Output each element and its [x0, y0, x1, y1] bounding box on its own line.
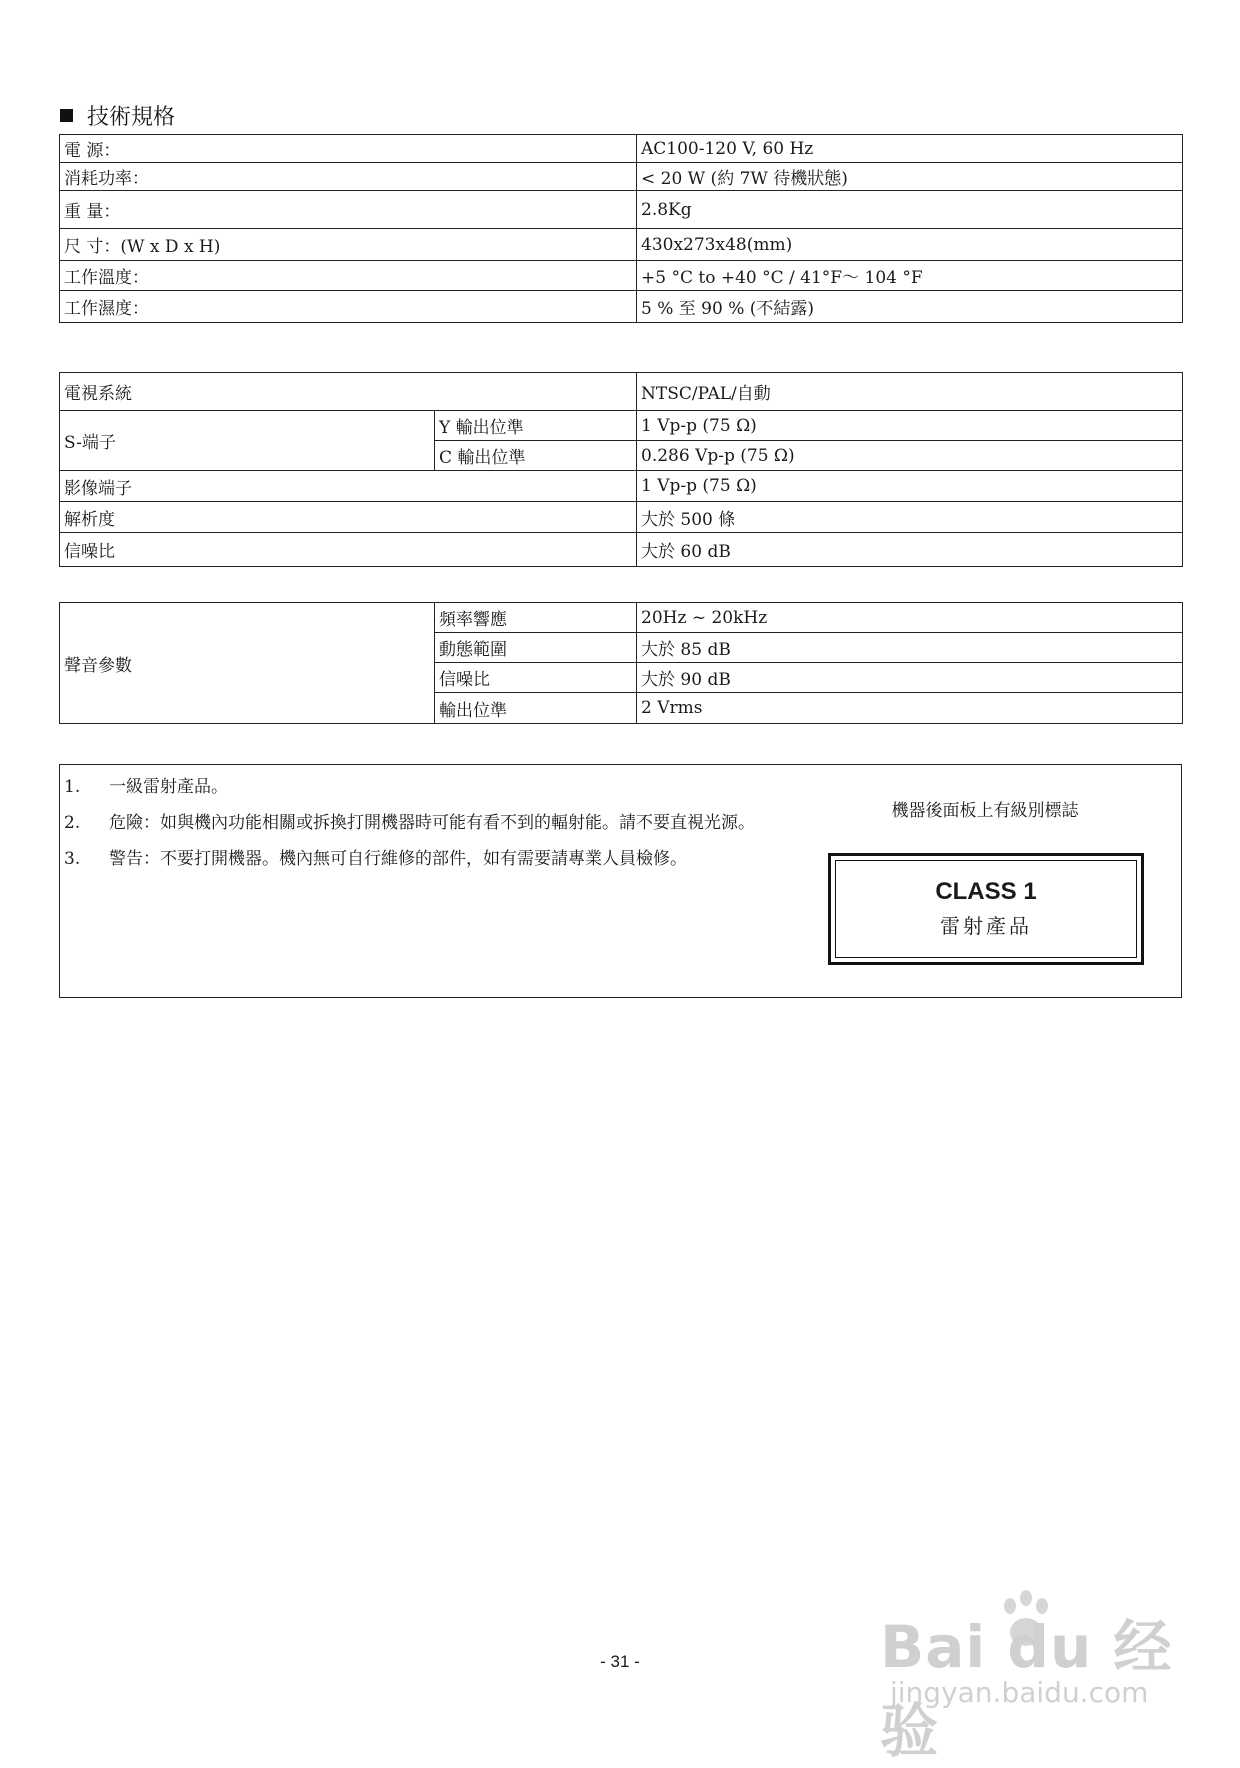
spec-label: 電視系統 [60, 373, 637, 411]
audio-spec-table [59, 602, 1183, 724]
spec-value: 20Hz ~ 20kHz [637, 603, 1183, 633]
table-row [60, 411, 1183, 441]
note-text: 警告：不要打開機器。機內無可自行維修的部件，如有需要請專業人員檢修。 [109, 849, 687, 869]
spec-label: 信噪比 [60, 533, 637, 567]
spec-value: +5 °C to +40 °C / 41°F～ 104 °F [637, 261, 1183, 291]
spec-value: NTSC/PAL/自動 [637, 373, 1183, 411]
note-number: 2. [64, 813, 81, 833]
spec-value: 1 Vp-p (75 Ω) [637, 471, 1183, 502]
table-row [60, 373, 1183, 411]
note-number: 3. [64, 849, 81, 869]
note-text: 危險：如與機內功能相關或拆換打開機器時可能有看不到的輻射能。請不要直視光源。 [109, 813, 755, 833]
spec-value: AC100-120 V, 60 Hz [637, 135, 1183, 163]
laser-label-title: 機器後面板上有級別標誌 [891, 801, 1079, 821]
table-row [60, 603, 1183, 633]
spec-label: 聲音參數 [60, 603, 435, 724]
spec-value: < 20 W (約 7W 待機狀態) [637, 163, 1183, 191]
laser-product-text: 雷射產品 [940, 914, 1032, 938]
spec-label: 工作溫度： [60, 261, 637, 291]
spec-value: 430x273x48(mm) [637, 229, 1183, 261]
table-row [60, 229, 1183, 261]
spec-sublabel: C 輸出位準 [435, 441, 637, 471]
spec-label: 工作濕度： [60, 291, 637, 323]
list-item [64, 769, 824, 805]
laser-class-label [828, 853, 1144, 965]
note-text: 一級雷射產品。 [109, 777, 228, 797]
spec-sublabel: 頻率響應 [435, 603, 637, 633]
spec-value: 大於 500 條 [637, 502, 1183, 533]
baidu-watermark [880, 1590, 1180, 1765]
table-row [60, 261, 1183, 291]
watermark-brand: Bai du 经验 [880, 1613, 1173, 1765]
page-number: - 31 - [600, 1652, 640, 1671]
spec-label: 解析度 [60, 502, 637, 533]
spec-value: 2 Vrms [637, 693, 1183, 724]
spec-sublabel: 輸出位準 [435, 693, 637, 724]
laser-class-text: CLASS 1 [935, 878, 1037, 905]
spec-value: 大於 85 dB [637, 633, 1183, 663]
table-row [60, 533, 1183, 567]
list-item [64, 805, 824, 841]
spec-value: 大於 90 dB [637, 663, 1183, 693]
list-item [64, 841, 824, 877]
spec-label: 消耗功率： [60, 163, 637, 191]
video-spec-table [59, 372, 1183, 567]
section-heading [60, 100, 175, 131]
spec-sublabel: 信噪比 [435, 663, 637, 693]
safety-notes-list [64, 769, 824, 877]
table-row [60, 502, 1183, 533]
spec-label: 電 源： [60, 135, 637, 163]
spec-label: 影像端子 [60, 471, 637, 502]
table-row [60, 135, 1183, 163]
table-row [60, 291, 1183, 323]
spec-label: 尺 寸：(W x D x H) [60, 229, 637, 261]
general-spec-table [59, 134, 1183, 323]
spec-label: S-端子 [60, 411, 435, 471]
section-title: 技術規格 [87, 105, 176, 130]
spec-value: 2.8Kg [637, 191, 1183, 229]
table-row [60, 191, 1183, 229]
spec-value: 0.286 Vp-p (75 Ω) [637, 441, 1183, 471]
note-number: 1. [64, 777, 81, 797]
spec-value: 1 Vp-p (75 Ω) [637, 411, 1183, 441]
table-row [60, 163, 1183, 191]
watermark-url: jingyan.baidu.com [890, 1676, 1149, 1709]
spec-sublabel: Y 輸出位準 [435, 411, 637, 441]
spec-value: 5 % 至 90 % (不結露) [637, 291, 1183, 323]
spec-label: 重 量： [60, 191, 637, 229]
spec-value: 大於 60 dB [637, 533, 1183, 567]
spec-sublabel: 動態範圍 [435, 633, 637, 663]
table-row [60, 471, 1183, 502]
square-bullet-icon [60, 109, 73, 122]
